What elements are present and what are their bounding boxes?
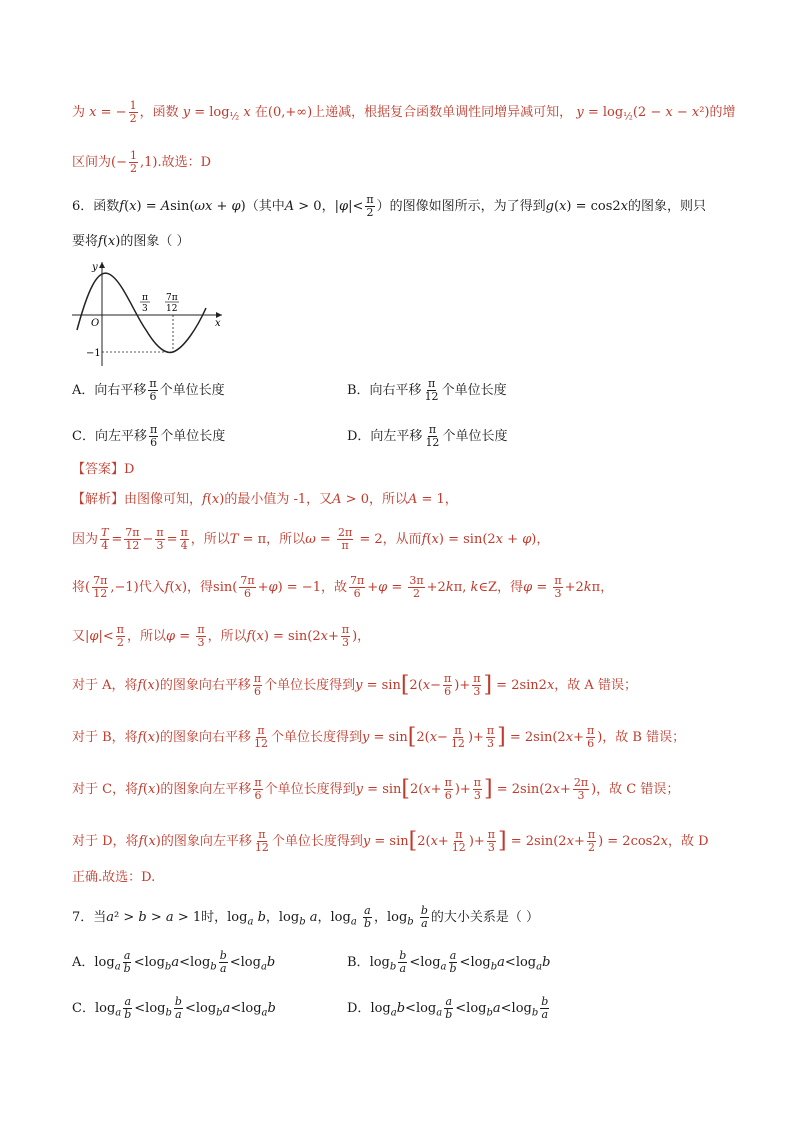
sine-graph [72,258,232,368]
q7-option-a[interactable]: A．$\log_a$ $\frac{a}{b}$ $<\log_ba<\log_b$ $\frac{b}{a}$ $<\log_ab$ [72,949,276,975]
q7-option-c[interactable]: C．$\log_a$ $\frac{a}{b}$ $<\log_b$ $\frac{b}{a}$ $<\log_ba<\log_ab$ [72,995,276,1021]
min-value-label: −1 [86,348,101,359]
tick-7pi-12-num: 7π [166,293,178,303]
q6-analysis-line-3: 将( $\frac{7\pi}{12}$ ,−1)代入f(x)，得sin( $\frac{7\pi}{6}$ +φ) = −1，故 $\frac{7\pi}{6}$ +φ = $\frac{3\pi}{2}$ +2kπ, k∈Z，得φ = $\frac{\pi}{3}$ +2kπ， [72,574,614,600]
tick-7pi-12-den: 12 [166,304,178,314]
q6-stem-line-2: 要将f(x)的图象（ ） [72,234,190,249]
q6-check-a: 对于 A，将f(x)的图象向右平移 $\frac{\pi}{6}$ 个单位长度得到y = sin[2(x− $\frac{\pi}{6}$ )+ $\frac{\pi}{3}$ ] = 2sin2x，故 A 错误； [72,672,637,698]
q6-analysis-line-1: 【解析】由图像可知，f(x)的最小值为 -1，又A > 0，所以A = 1， [72,492,458,507]
q7-option-d[interactable]: D．$\log_ab<\log_a$ $\frac{a}{b}$ $<\log_ba<\log_b$ $\frac{b}{a}$ [347,995,549,1021]
q6-check-c: 对于 C，将f(x)的图象向左平移 $\frac{\pi}{6}$ 个单位长度得到y = sin[2(x+ $\frac{\pi}{6}$ )+ $\frac{\pi}{3}$ ] = 2sin(2x+ $\frac{2\pi}{3}$ )，故 C 错误； [72,776,680,802]
q6-analysis-line-2: 因为 $\frac{T}{4}$ = $\frac{7\pi}{12}$ − $\frac{\pi}{3}$ = $\frac{\pi}{4}$ ，所以T = π，所以ω = $\frac{2\pi}{\pi}$ = 2，从而f(x) = sin(2x + φ)， [72,526,550,552]
q7-option-b[interactable]: B．$\log_b$ $\frac{b}{a}$ $<\log_a$ $\frac{a}{b}$ $<\log_ba<\log_ab$ [347,949,551,975]
q6-check-d-end: 正确.故选：D. [72,870,156,885]
prev-solution-line-1: 为 x = − $\frac{1}{2}$ ，函数 $y = \log_{\frac{1}{2}} x$ 在(0,+∞)上递减，根据复合函数单调性同增异减可知， $y = \log_{\frac{1}{2}}(2 - x - x^2)$的增 [72,99,736,125]
q6-option-d[interactable]: D．向左平移 $\frac{\pi}{12}$ 个单位长度 [347,423,508,449]
q6-option-c[interactable]: C．向左平移 $\frac{\pi}{6}$ 个单位长度 [72,423,226,449]
tick-pi-3-den: 3 [142,304,148,314]
q6-check-d: 对于 D，将f(x)的图象向左平移 $\frac{\pi}{12}$ 个单位长度得到y = sin[2(x+ $\frac{\pi}{12}$ )+ $\frac{\pi}{3}$ ] = 2sin(2x+ $\frac{\pi}{2}$ ) = 2cos2x，故 D [72,828,709,854]
q6-answer: 【答案】D [72,462,135,477]
q6-check-b: 对于 B，将f(x)的图象向右平移 $\frac{\pi}{12}$ 个单位长度得到y = sin[2(x− $\frac{\pi}{12}$ )+ $\frac{\pi}{3}$ ] = 2sin(2x+ $\frac{\pi}{6}$ )，故 B 错误； [72,724,686,750]
q7-stem: 7．当a² > b > a > 1时，$\log_a b$，$\log_b a$，$\log_a$ $\frac{a}{b}$ ，$\log_b$ $\frac{b}{a}$ 的大小关系是（ ） [72,904,540,930]
y-axis-label: y [92,262,98,273]
q6-analysis-line-4: 又|φ|< $\frac{\pi}{2}$ ，所以φ = $\frac{\pi}{3}$ ，所以f(x) = sin(2x+ $\frac{\pi}{3}$ )， [72,623,371,649]
q6-option-a[interactable]: A．向右平移 $\frac{\pi}{6}$ 个单位长度 [72,377,225,403]
origin-label: O [91,318,100,329]
q6-option-b[interactable]: B．向右平移 $\frac{\pi}{12}$ 个单位长度 [347,377,507,403]
x-axis-label: x [215,318,221,329]
tick-pi-3-num: π [142,293,148,303]
q6-stem-line-1: 6．函数f(x) = Asin(ωx + φ)（其中A > 0，|φ|< $\frac{\pi}{2}$ ）的图像如图所示，为了得到g(x) = cos2x的图象，则只 [72,193,706,219]
prev-solution-line-2: 区间为(− $\frac{1}{2}$ ,1).故选：D [72,149,212,175]
